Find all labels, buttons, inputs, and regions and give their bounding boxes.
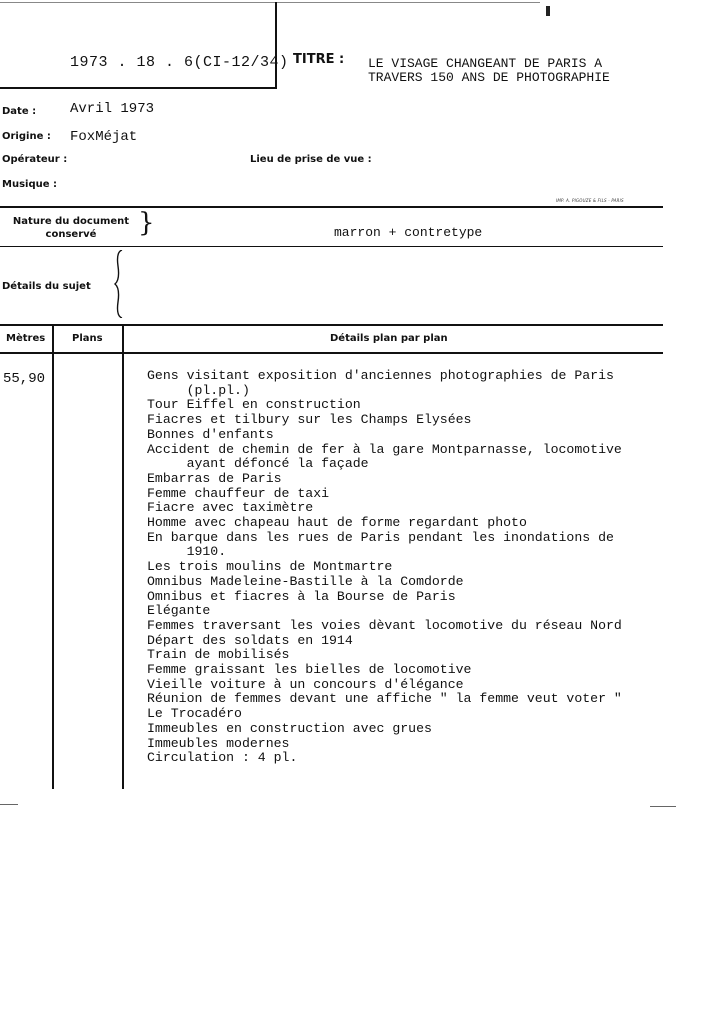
detail-line: Tour Eiffel en construction — [147, 397, 361, 413]
titre-line-1: LE VISAGE CHANGEANT DE PARIS A — [368, 56, 603, 71]
detail-line: Le Trocadéro — [147, 706, 242, 722]
date-label: Date : — [2, 106, 37, 117]
detail-line: Départ des soldats en 1914 — [147, 632, 353, 648]
detail-line: Fiacre avec taximètre — [147, 500, 314, 516]
detail-line: Circulation : 4 pl. — [147, 750, 298, 766]
nature-bottom-rule — [0, 246, 663, 247]
titre-line-2: TRAVERS 150 ANS DE PHOTOGRAPHIE — [368, 70, 610, 85]
details-list — [147, 369, 622, 766]
detail-line: Gens visitant exposition d'anciennes photographies de Paris — [147, 368, 614, 383]
header-plans: Plans — [72, 333, 103, 344]
titre-label: TITRE : — [293, 52, 345, 67]
detail-line: Train de mobilisés — [147, 647, 290, 663]
date-value: Avril 1973 — [70, 101, 155, 117]
detail-line: Accident de chemin de fer à la gare Montparnasse, locomotive — [147, 441, 622, 457]
origine-label: Origine : — [2, 131, 51, 142]
detail-line: Femmes traversant les voies dèvant locomotive du réseau Nord — [147, 617, 622, 633]
detail-line: Embarras de Paris — [147, 470, 282, 486]
detail-line: Elégante — [147, 603, 211, 619]
header-box-right-border — [275, 2, 277, 88]
header-details: Détails plan par plan — [330, 333, 448, 344]
plans-column-divider — [122, 324, 124, 789]
metres-column-divider — [52, 324, 54, 789]
nature-label — [8, 215, 134, 241]
nature-label-line-1: Nature du document — [12, 216, 130, 227]
detail-line: Fiacres et tilbury sur les Champs Elysées — [147, 412, 472, 428]
table-header-rule — [0, 352, 663, 354]
bottom-left-edge-mark — [0, 804, 18, 805]
top-edge-line — [0, 2, 540, 3]
detail-line: Femme chauffeur de taxi — [147, 485, 330, 501]
header-box-bottom-border — [0, 87, 277, 89]
detail-line: Immeubles en construction avec grues — [147, 720, 432, 736]
printer-mark: IMP. A. PIGOUZE & FILS - PARIS — [556, 198, 624, 203]
detail-line: Immeubles modernes — [147, 735, 290, 751]
nature-value: marron + contretype — [334, 225, 483, 240]
nature-brace: } — [138, 208, 155, 238]
scan-mark — [546, 6, 550, 16]
detail-line: Bonnes d'enfants — [147, 426, 274, 442]
origine-value: FoxMéjat — [70, 129, 138, 145]
detail-line: En barque dans les rues de Paris pendant les inondations de — [147, 529, 614, 545]
operateur-label: Opérateur : — [2, 154, 68, 165]
metres-value: 55,90 — [3, 371, 46, 387]
detail-line: Omnibus et fiacres à la Bourse de Paris — [147, 588, 456, 604]
lieu-label: Lieu de prise de vue : — [250, 154, 372, 165]
nature-top-rule — [0, 206, 663, 208]
header-metres: Mètres — [6, 333, 46, 344]
detail-line: Femme graissant les bielles de locomotive — [147, 662, 472, 678]
titre-value — [368, 57, 610, 85]
detail-line: (pl.pl.) — [147, 382, 250, 398]
details-sujet-brace — [114, 250, 126, 318]
nature-label-line-2: conservé — [45, 229, 97, 240]
reference-number: 1973 . 18 . 6(CI-12/34) — [70, 54, 289, 71]
detail-line: ayant défoncé la façade — [147, 456, 369, 472]
detail-line: Les trois moulins de Montmartre — [147, 559, 393, 575]
detail-line: Homme avec chapeau haut de forme regardant photo — [147, 515, 527, 531]
detail-line: Réunion de femmes devant une affiche " la femme veut voter " — [147, 691, 622, 707]
bottom-right-edge-mark — [650, 806, 676, 807]
detail-line: Vieille voiture à un concours d'élégance — [147, 676, 464, 692]
details-sujet-label: Détails du sujet — [2, 281, 91, 292]
musique-label: Musique : — [2, 179, 57, 190]
table-top-rule — [0, 324, 663, 326]
detail-line: Omnibus Madeleine-Bastille à la Comdorde — [147, 573, 464, 589]
detail-line: 1910. — [147, 544, 227, 560]
